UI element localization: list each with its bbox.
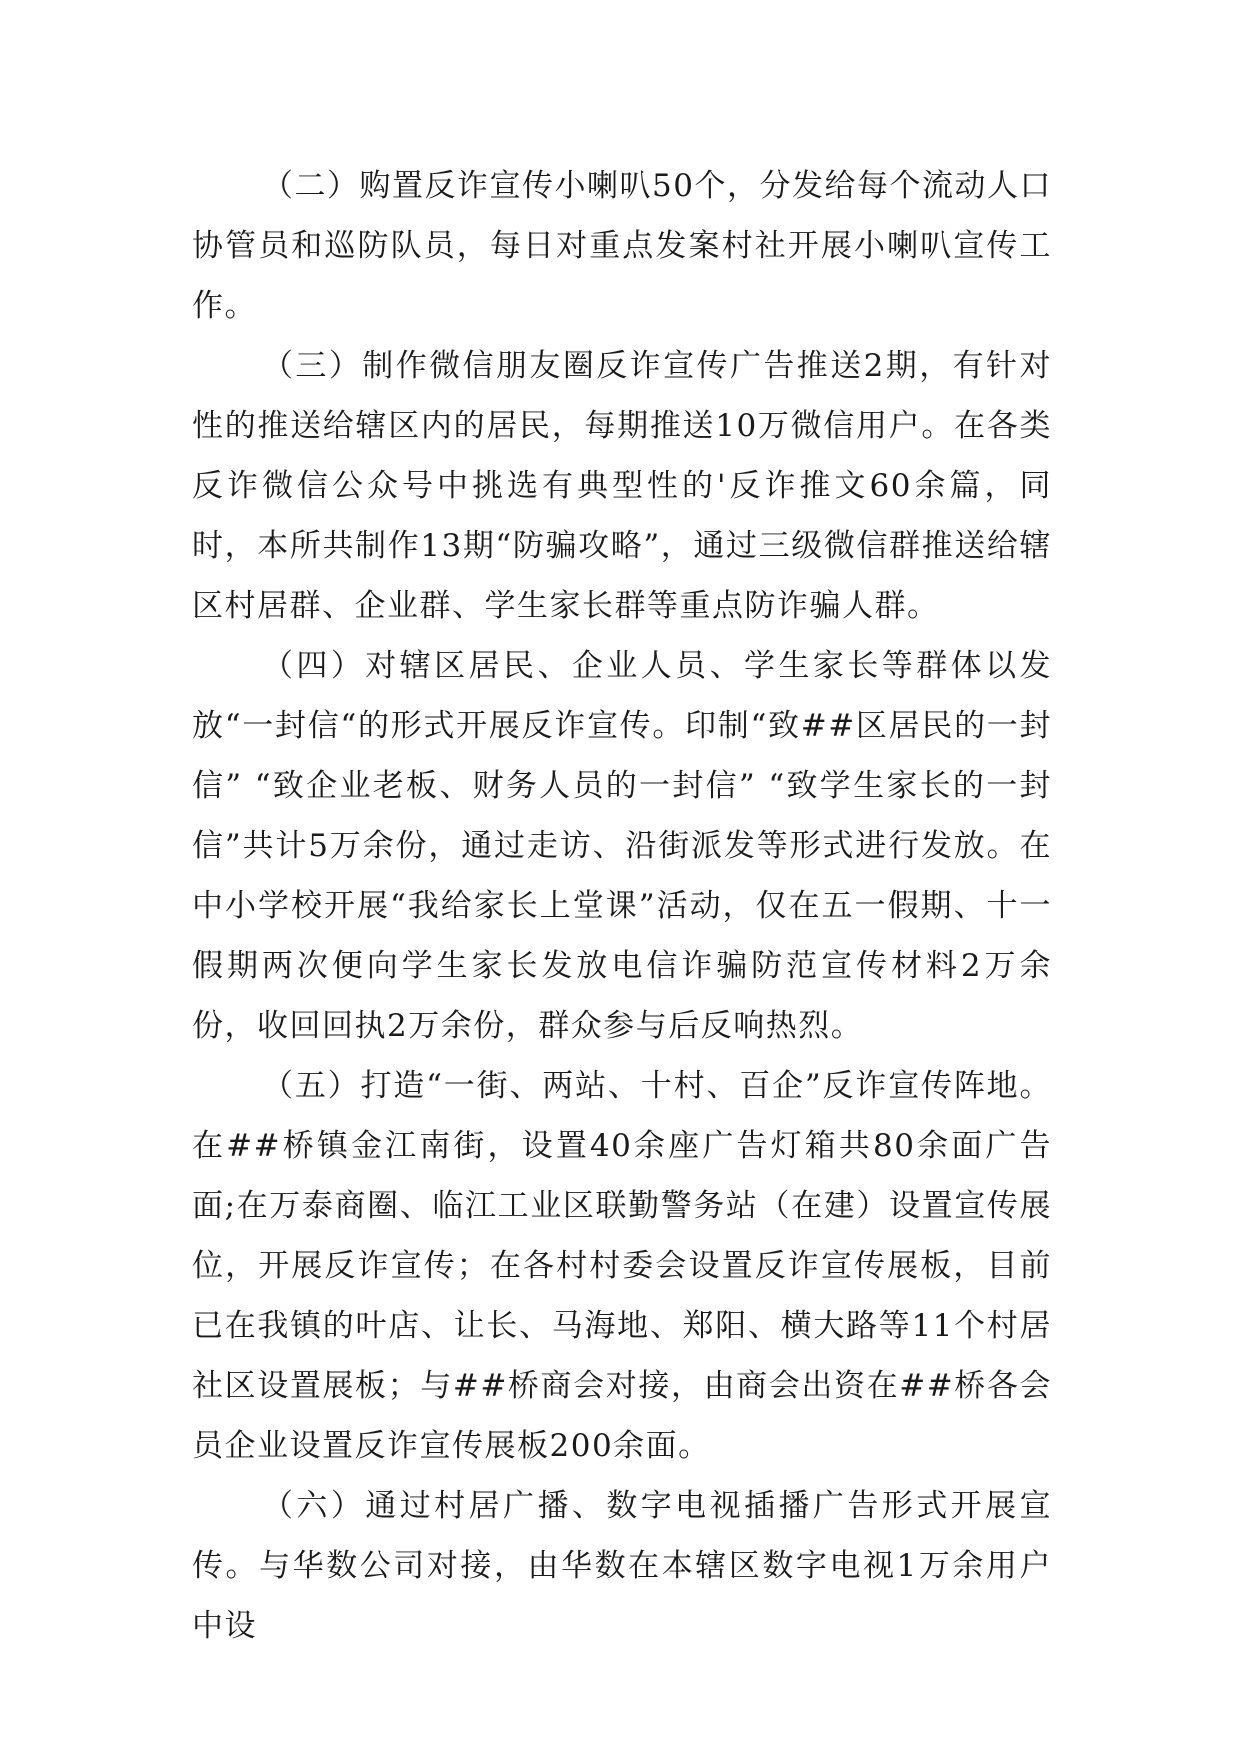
paragraph-4: （四）对辖区居民、企业人员、学生家长等群体以发放“一封信“的形式开展反诈宣传。印制“致##区居民的一封信” “致企业老板、财务人员的一封信” “致学生家长的一封信”共计5万余份，通过走访、沿街派发等形式进行发放。在中小学校开展“我给家长上堂课”活动，仅在五一假期、十一假期两次便向学生家长发放电信诈骗防范宣传材料2万余份，收回回执2万余份，群众参与后反响热烈。 — [192, 648, 1052, 1044]
document-body — [192, 156, 1052, 1656]
paragraph-5: （五）打造“一街、两站、十村、百企”反诈宣传阵地。在##桥镇金江南街，设置40余座广告灯箱共80余面广告面;在万泰商圈、临江工业区联勤警务站（在建）设置宣传展位，开展反诈宣传；在各村村委会设置反诈宣传展板，目前已在我镇的叶店、让长、马海地、郑阳、横大路等11个村居社区设置展板；与##桥商会对接，由商会出资在##桥各会员企业设置反诈宣传展板200余面。 — [192, 1068, 1052, 1464]
paragraph-3: （三）制作微信朋友圈反诈宣传广告推送2期，有针对性的推送给辖区内的居民，每期推送10万微信用户。在各类反诈微信公众号中挑选有典型性的'反诈推文60余篇，同时，本所共制作13期“防骗攻略”，通过三级微信群推送给辖区村居群、企业群、学生家长群等重点防诈骗人群。 — [192, 348, 1052, 624]
paragraph-2: （二）购置反诈宣传小喇叭50个，分发给每个流动人口协管员和巡防队员，每日对重点发案村社开展小喇叭宣传工作。 — [192, 168, 1052, 324]
paragraph-6: （六）通过村居广播、数字电视插播广告形式开展宣传。与华数公司对接，由华数在本辖区数字电视1万余用户中设 — [192, 1488, 1052, 1644]
